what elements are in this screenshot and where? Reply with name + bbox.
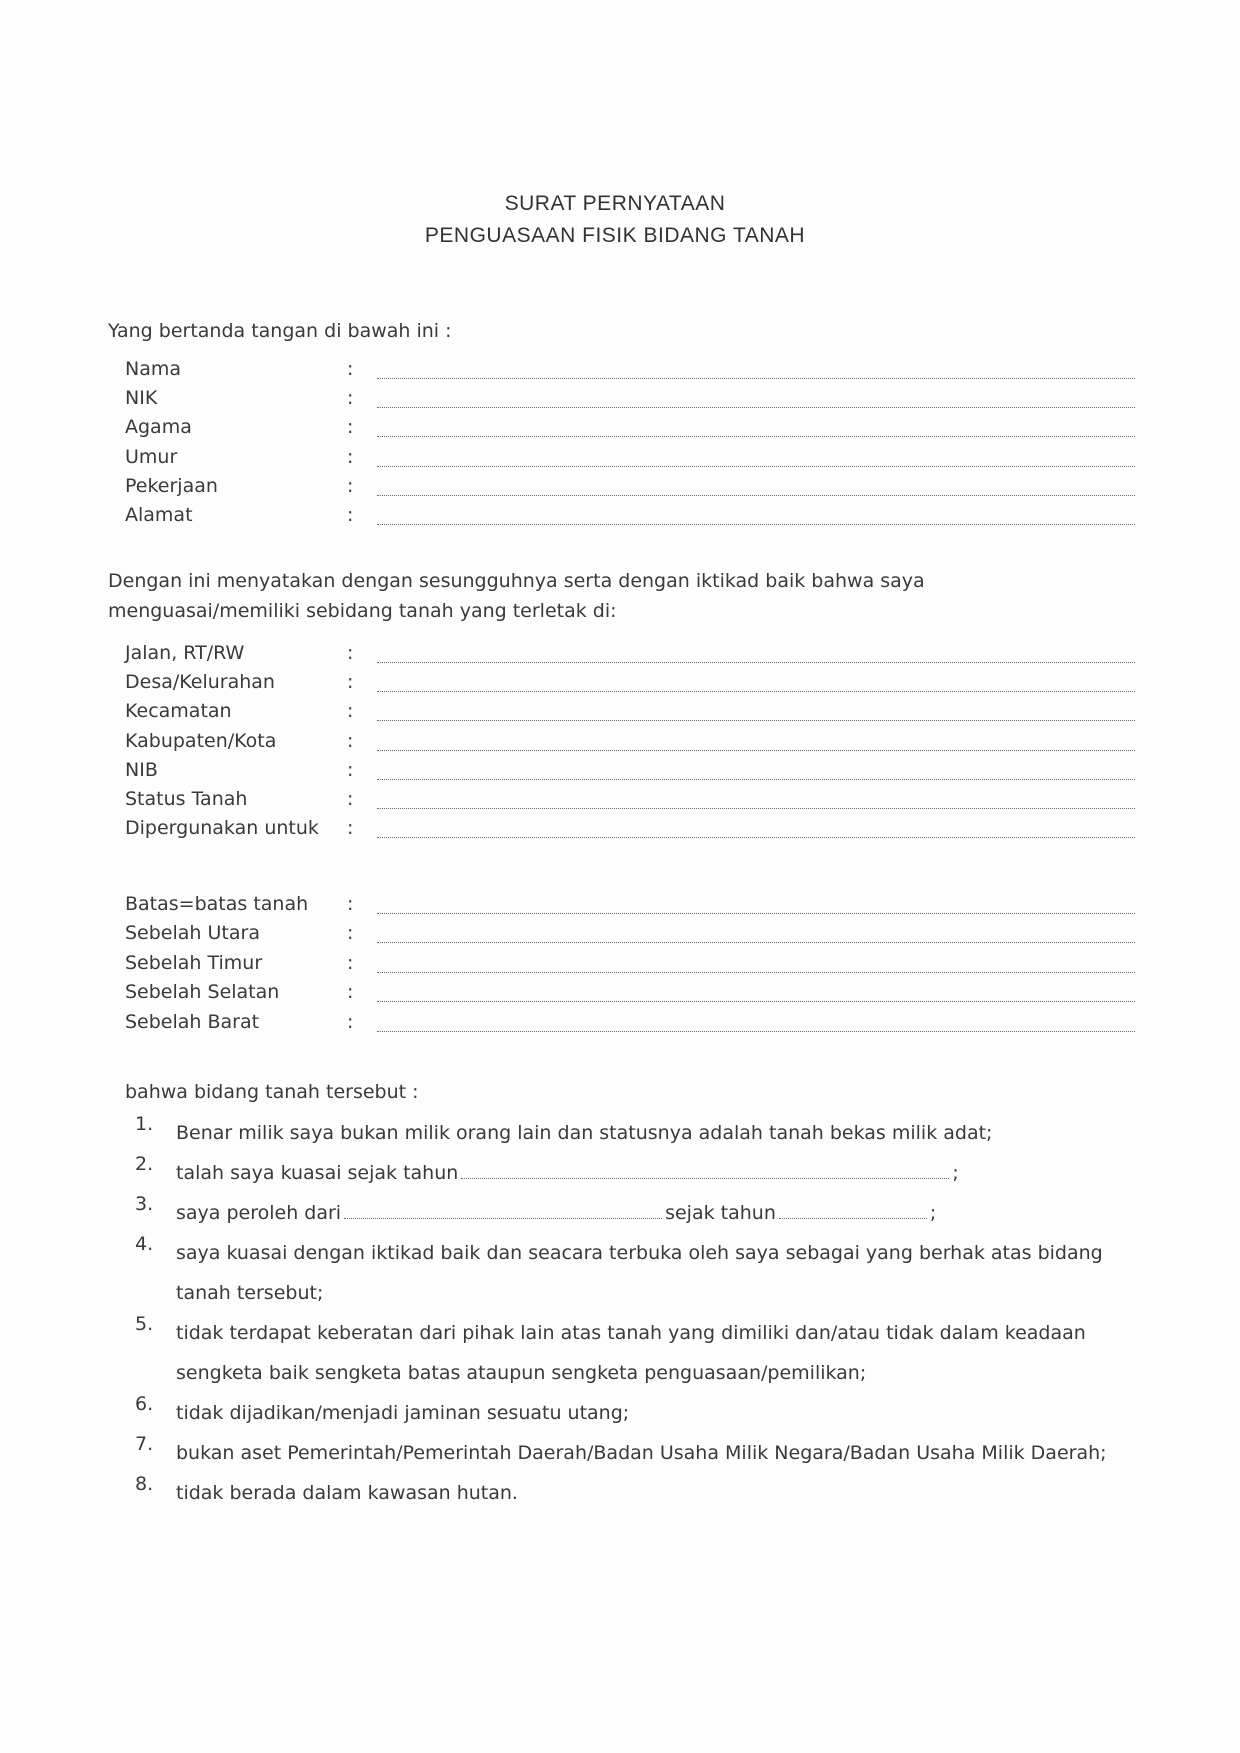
form-field-row: [125, 1011, 1135, 1040]
form-field-row: [125, 730, 1135, 759]
field-colon: :: [347, 729, 354, 752]
field-fill-line[interactable]: [377, 779, 1135, 780]
field-fill-line[interactable]: [377, 1031, 1135, 1032]
field-label: Sebelah Utara: [125, 922, 260, 945]
form-field-row: [125, 893, 1135, 922]
list-intro: bahwa bidang tanah tersebut :: [125, 1081, 419, 1103]
list-text: ;: [929, 1202, 937, 1224]
list-text: tidak berada dalam kawasan hutan.: [176, 1482, 518, 1504]
field-colon: :: [347, 1010, 354, 1033]
blank-year-line[interactable]: [779, 1217, 927, 1219]
list-number: 3.: [135, 1193, 154, 1215]
form-field-row: [125, 759, 1135, 788]
list-text: ;: [952, 1162, 959, 1184]
field-label: Sebelah Selatan: [125, 981, 280, 1004]
list-number: 6.: [135, 1393, 154, 1415]
field-label: Sebelah Barat: [125, 1010, 260, 1033]
form-field-row: [125, 504, 1135, 533]
field-colon: :: [347, 358, 354, 380]
field-label: Umur: [125, 445, 178, 468]
field-label: Batas=batas tanah: [125, 893, 309, 915]
list-number: 7.: [135, 1433, 154, 1455]
list-text: saya kuasai dengan iktikad baik dan seacara terbuka oleh saya sebagai yang berhak atas bidang tanah tersebut;: [176, 1242, 1103, 1304]
field-label: Nama: [125, 358, 182, 380]
form-field-row: [125, 671, 1135, 700]
form-field-row: [125, 952, 1135, 981]
field-fill-line[interactable]: [377, 524, 1135, 525]
field-label: Alamat: [125, 504, 193, 526]
form-field-row: [125, 700, 1135, 729]
field-fill-line[interactable]: [377, 972, 1135, 973]
field-fill-line[interactable]: [377, 942, 1135, 943]
field-colon: :: [347, 922, 354, 945]
field-label: Sebelah Timur: [125, 951, 263, 974]
field-fill-line[interactable]: [377, 837, 1135, 838]
field-fill-line[interactable]: [377, 495, 1135, 496]
list-number: 2.: [135, 1153, 154, 1175]
intro-text: Yang bertanda tangan di bawah ini :: [108, 320, 452, 342]
document-subtitle: PENGUASAAN FISIK BIDANG TANAH: [424, 224, 806, 247]
form-field-row: [125, 922, 1135, 951]
field-label: Agama: [125, 416, 192, 439]
field-colon: :: [347, 788, 354, 810]
field-colon: :: [347, 893, 354, 915]
list-text: tidak terdapat keberatan dari pihak lain atas tanah yang dimiliki dan/atau tidak dalam keadaan sengketa baik sengketa batas ataupun sengketa penguasaan/pemilikan;: [176, 1322, 1086, 1384]
blank-source-line[interactable]: [344, 1217, 662, 1219]
field-colon: :: [347, 700, 354, 723]
field-colon: :: [347, 817, 354, 840]
field-fill-line[interactable]: [377, 691, 1135, 692]
field-label: Kabupaten/Kota: [125, 729, 277, 752]
form-field-row: [125, 446, 1135, 475]
field-colon: :: [347, 981, 354, 1004]
field-fill-line[interactable]: [377, 750, 1135, 751]
field-colon: :: [347, 504, 354, 526]
form-field-row: [125, 642, 1135, 671]
list-text: sejak tahun: [665, 1202, 776, 1224]
field-fill-line[interactable]: [377, 436, 1135, 437]
list-text: bukan aset Pemerintah/Pemerintah Daerah/Badan Usaha Milik Negara/Badan Usaha Milik Daerah;: [176, 1442, 1107, 1464]
statement-text: Dengan ini menyatakan dengan sesungguhnya serta dengan iktikad baik bahwa saya menguasai/memiliki sebidang tanah yang terletak di:: [108, 570, 925, 622]
list-text: saya peroleh dari: [176, 1202, 342, 1224]
field-colon: :: [347, 445, 354, 468]
field-colon: :: [347, 951, 354, 974]
field-fill-line[interactable]: [377, 378, 1135, 379]
list-text: Benar milik saya bukan milik orang lain dan statusnya adalah tanah bekas milik adat;: [176, 1122, 993, 1144]
field-fill-line[interactable]: [377, 720, 1135, 721]
field-label: Dipergunakan untuk: [125, 817, 319, 840]
field-fill-line[interactable]: [377, 466, 1135, 467]
list-number: 1.: [135, 1113, 154, 1135]
form-field-row: [125, 788, 1135, 817]
field-colon: :: [347, 758, 354, 781]
form-field-row: [125, 475, 1135, 504]
field-label: NIB: [125, 758, 158, 781]
field-fill-line[interactable]: [377, 913, 1135, 914]
form-field-row: [125, 817, 1135, 846]
field-label: Jalan, RT/RW: [125, 642, 245, 664]
field-label: Desa/Kelurahan: [125, 671, 275, 694]
field-label: Pekerjaan: [125, 474, 218, 497]
form-field-row: [125, 387, 1135, 416]
field-fill-line[interactable]: [377, 1001, 1135, 1002]
form-field-row: [125, 416, 1135, 445]
list-number: 5.: [135, 1313, 154, 1335]
field-fill-line[interactable]: [377, 808, 1135, 809]
blank-year-line[interactable]: [461, 1177, 949, 1179]
field-colon: :: [347, 474, 354, 497]
field-colon: :: [347, 671, 354, 694]
field-fill-line[interactable]: [377, 662, 1135, 663]
form-field-row: [125, 358, 1135, 387]
list-number: 8.: [135, 1473, 154, 1495]
document-title: SURAT PERNYATAAN: [504, 192, 726, 215]
list-text: tidak dijadikan/menjadi jaminan sesuatu utang;: [176, 1402, 630, 1424]
list-number: 4.: [135, 1233, 154, 1255]
field-label: Kecamatan: [125, 700, 232, 723]
field-fill-line[interactable]: [377, 407, 1135, 408]
field-label: NIK: [125, 387, 158, 410]
form-field-row: [125, 981, 1135, 1010]
field-colon: :: [347, 642, 354, 664]
field-colon: :: [347, 387, 354, 410]
field-colon: :: [347, 416, 354, 439]
list-text: talah saya kuasai sejak tahun: [176, 1162, 459, 1184]
field-label: Status Tanah: [125, 788, 248, 810]
